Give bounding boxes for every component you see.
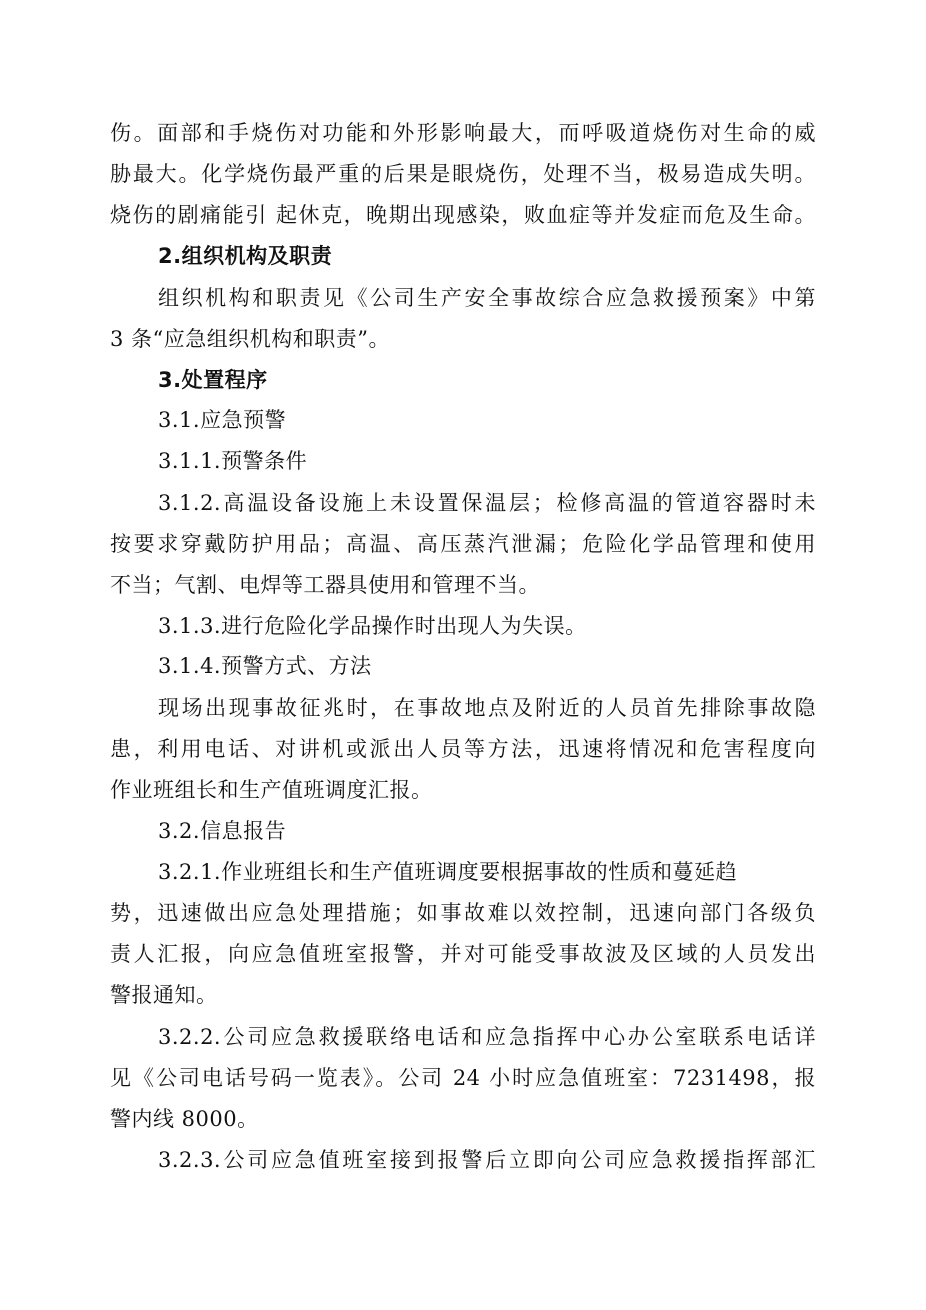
body-text-line: 3.1.2.高温设备设施上未设置保温层；检修高温的管道容器时未 bbox=[158, 491, 816, 515]
body-text-line: 3.2.2.公司应急救援联络电话和应急指挥中心办公室联系电话详 bbox=[158, 1025, 816, 1049]
body-text-line: 不当；气割、电焊等工器具使用和管理不当。 bbox=[110, 573, 540, 597]
body-text-line: 现场出现事故征兆时，在事故地点及附近的人员首先排除事故隐 bbox=[158, 696, 816, 720]
section-heading: 2.组织机构及职责 bbox=[158, 244, 333, 268]
body-text-line: 3.2.1.作业班组长和生产值班调度要根据事故的性质和蔓延趋 bbox=[158, 860, 738, 884]
body-text-line: 3.1.3.进行危险化学品操作时出现人为失误。 bbox=[158, 614, 587, 638]
body-text-line: 3.2.3.公司应急值班室接到报警后立即向公司应急救援指挥部汇 bbox=[158, 1148, 816, 1172]
body-text-line: 见《公司电话号码一览表》。公司 24 小时应急值班室：7231498，报 bbox=[110, 1066, 816, 1090]
body-text-line: 警内线 8000。 bbox=[110, 1107, 259, 1131]
body-text-line: 按要求穿戴防护用品；高温、高压蒸汽泄漏；危险化学品管理和使用 bbox=[110, 532, 816, 556]
subsection-heading: 3.1.1.预警条件 bbox=[158, 449, 308, 473]
section-heading: 3.处置程序 bbox=[158, 368, 268, 392]
body-text-line: 责人汇报，向应急值班室报警，并对可能受事故波及区域的人员发出 bbox=[110, 942, 816, 966]
body-text-line: 3 条“应急组织机构和职责”。 bbox=[110, 327, 391, 351]
body-text-line: 患，利用电话、对讲机或派出人员等方法，迅速将情况和危害程度向 bbox=[110, 737, 816, 761]
subsection-heading: 3.1.应急预警 bbox=[158, 408, 287, 432]
subsection-heading: 3.2.信息报告 bbox=[158, 819, 287, 843]
body-text-line: 警报通知。 bbox=[110, 983, 218, 1007]
body-text-line: 伤。面部和手烧伤对功能和外形影响最大，而呼吸道烧伤对生命的威 bbox=[110, 121, 816, 145]
body-text-line: 作业班组长和生产值班调度汇报。 bbox=[110, 778, 433, 802]
subsection-heading: 3.1.4.预警方式、方法 bbox=[158, 654, 372, 678]
body-text-line: 胁最大。化学烧伤最严重的后果是眼烧伤，处理不当，极易造成失明。 bbox=[110, 162, 816, 186]
body-text-line: 烧伤的剧痛能引 起休克，晚期出现感染，败血症等并发症而危及生命。 bbox=[110, 203, 816, 227]
body-text-line: 组织机构和职责见《公司生产安全事故综合应急救援预案》中第 bbox=[158, 286, 816, 310]
body-text-line: 势，迅速做出应急处理措施；如事故难以效控制，迅速向部门各级负 bbox=[110, 901, 816, 925]
